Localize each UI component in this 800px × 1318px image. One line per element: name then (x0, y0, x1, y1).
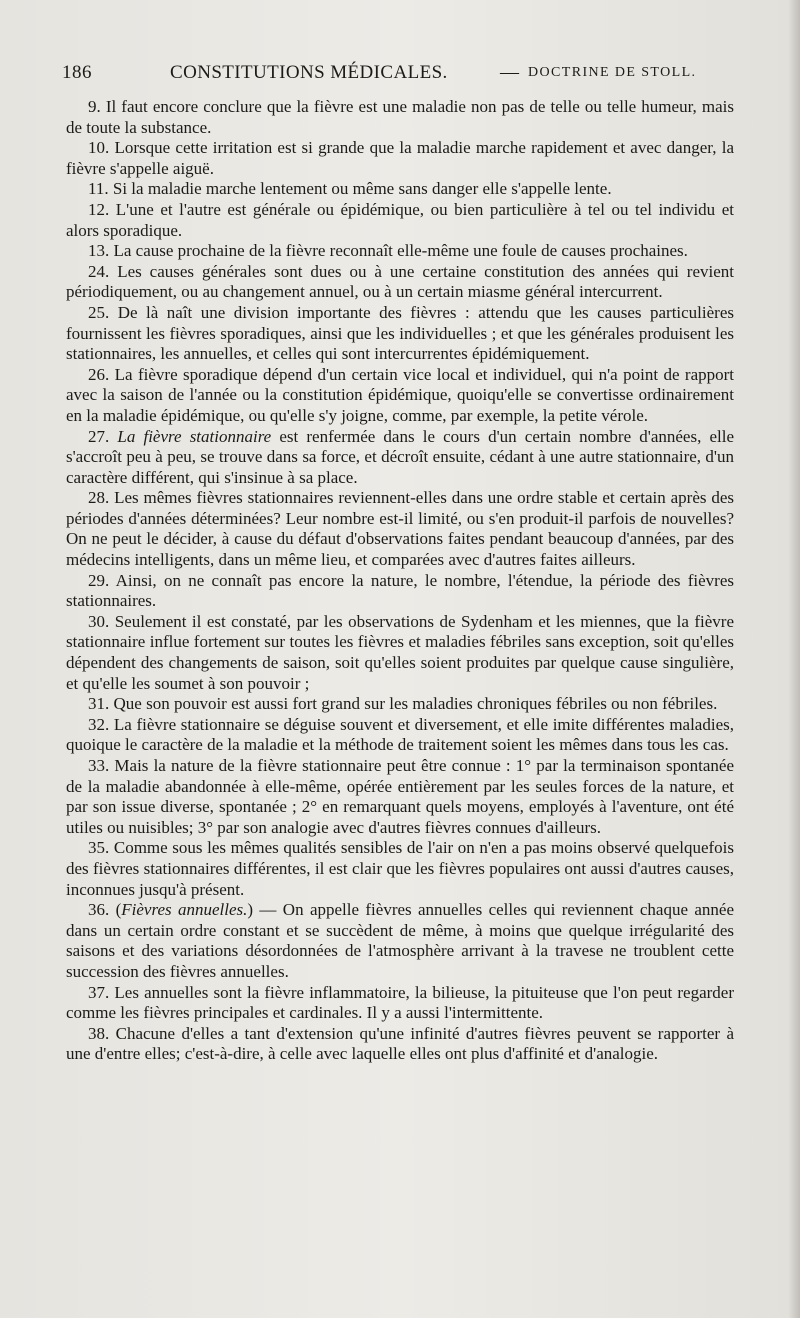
paragraph-38 (66, 1024, 734, 1065)
paragraph-11 (66, 179, 734, 200)
para-text: 13. La cause prochaine de la fièvre reconnaît elle-même une foule de causes prochaines. (88, 241, 688, 261)
paragraph-26 (66, 365, 734, 427)
paragraph-25 (66, 303, 734, 365)
para-text: 32. La fièvre stationnaire se déguise souvent et diversement, et elle imite différentes maladies, quoique le caractère de la maladie et la méthode de traitement soient les mêmes dans tous les cas. (66, 714, 734, 755)
para-prefix: 27. (88, 426, 118, 446)
paragraph-31 (66, 694, 734, 715)
para-text: 26. La fièvre sporadique dépend d'un certain vice local et individuel, qui n'a point de rapport avec la saison de l'année ou la constitution épidémique, quoiqu'elle se convertisse ordinairement en la maladie épidémique, ou qu'elle s'y joigne, comme, par exemple, la petite vérole. (66, 364, 734, 425)
paragraph-36 (66, 900, 734, 982)
para-text: 38. Chacune d'elles a tant d'extension qu'une infinité d'autres fièvres peuvent se rapporter à une d'entre elles; c'est-à-dire, à celle avec laquelle elles ont plus d'affinité et d'analogie. (66, 1023, 734, 1064)
header-subtitle: DOCTRINE DE STOLL. (528, 65, 697, 80)
page-edge-shadow (788, 0, 800, 1318)
para-text: est renfermée dans le cours d'un certain nombre d'années, elle s'accroît peu à peu, se trouve dans sa force, et décroît ensuite, cédant à une autre stationnaire, d'un caractère différent, qui s'insinue à sa place. (66, 426, 734, 487)
para-text: ) — On appelle fièvres annuelles celles qui reviennent chaque année dans un certain ordre constant et se succèdent de même, à moins que quelque irrégularité des saisons et des variations désordonnées de l'atmosphère arrivant à la travese ne troublent cette succession des fièvres annuelles. (66, 900, 734, 981)
para-text: 12. L'une et l'autre est générale ou épidémique, ou bien particulière à tel ou tel individu et alors sporadique. (66, 199, 734, 240)
header-title: CONSTITUTIONS MÉDICALES. (170, 62, 448, 83)
paragraph-33 (66, 756, 734, 838)
paragraph-13 (66, 241, 734, 262)
para-text: 30. Seulement il est constaté, par les observations de Sydenham et les miennes, que la fièvre stationnaire influe fortement sur toutes les fièvres et maladies fébriles sans exception, soit qu'elles dépendent des changements de saison, soit qu'elles soient produites par quelque cause singulière, et qu'elle les soumet à son pouvoir ; (66, 611, 734, 693)
para-text: 35. Comme sous les mêmes qualités sensibles de l'air on n'en a pas moins observé quelquefois des fièvres stationnaires différentes, il est clair que les fièvres populaires ont aussi d'autres causes, inconnues jusqu'à présent. (66, 838, 734, 899)
paragraph-9 (66, 97, 734, 138)
para-italic: Fièvres annuelles. (121, 900, 248, 920)
para-prefix: 36. ( (88, 900, 122, 920)
para-text: 9. Il faut encore conclure que la fièvre est une maladie non pas de telle ou telle humeur, mais de toute la substance. (66, 97, 734, 137)
page-number: 186 (62, 62, 92, 83)
para-italic: La fièvre stationnaire (117, 426, 272, 446)
paragraph-10 (66, 138, 734, 179)
paragraph-29 (66, 571, 734, 612)
para-text: 29. Ainsi, on ne connaît pas encore la nature, le nombre, l'étendue, la période des fièvres stationnaires. (66, 570, 734, 611)
para-text: 11. Si la maladie marche lentement ou même sans danger elle s'appelle lente. (88, 179, 612, 199)
para-text: 10. Lorsque cette irritation est si grande que la maladie marche rapidement et avec danger, la fièvre s'appelle aiguë. (66, 138, 734, 178)
para-text: 31. Que son pouvoir est aussi fort grand sur les maladies chroniques fébriles ou non fébriles. (88, 694, 718, 714)
header-separator: — (500, 62, 519, 83)
paragraph-12 (66, 200, 734, 241)
para-text: 24. Les causes générales sont dues ou à une certaine constitution des années qui revient périodiquement, ou au changement annuel, ou à un certain miasme général intercurrent. (66, 261, 734, 302)
paragraph-24 (66, 262, 734, 303)
para-text: 33. Mais la nature de la fièvre stationnaire peut être connue : 1° par la terminaison spontanée de la maladie abandonnée à elle-même, opérée entièrement par les seules forces de la nature, et par son issue diverse, spontanée ; 2° en remarquant quels moyens, employés à l'aventure, ont été utiles ou nuisibles; 3° par son analogie avec d'autres fièvres connues d'ailleurs. (66, 756, 734, 837)
page-body (66, 97, 734, 1065)
paragraph-27 (66, 427, 734, 489)
running-header (62, 62, 742, 88)
paragraph-28 (66, 488, 734, 570)
paragraph-37 (66, 983, 734, 1024)
paragraph-32 (66, 715, 734, 756)
para-text: 25. De là naît une division importante des fièvres : attendu que les causes particulières fournissent les fièvres sporadiques, ainsi que les individuelles ; et que les générales produisent les stationnaires, les annuelles, et celles qui sont intercurrentes épidémiquement. (66, 302, 734, 364)
paragraph-35 (66, 838, 734, 900)
para-text: 37. Les annuelles sont la fièvre inflammatoire, la bilieuse, la pituiteuse que l'on peut regarder comme les fièvres principales et cardinales. Il y a aussi l'intermittente. (66, 982, 734, 1023)
paragraph-30 (66, 612, 734, 694)
para-text: 28. Les mêmes fièvres stationnaires reviennent-elles dans une ordre stable et certain après des périodes d'années déterminées? Leur nombre est-il limité, ou s'en produit-il parfois de nouvelles? On ne peut le décider, à cause du défaut d'observations faites pendant beaucoup d'années, par des médecins intelligents, dans un même lieu, et comparées avec d'autres faites ailleurs. (66, 488, 734, 570)
